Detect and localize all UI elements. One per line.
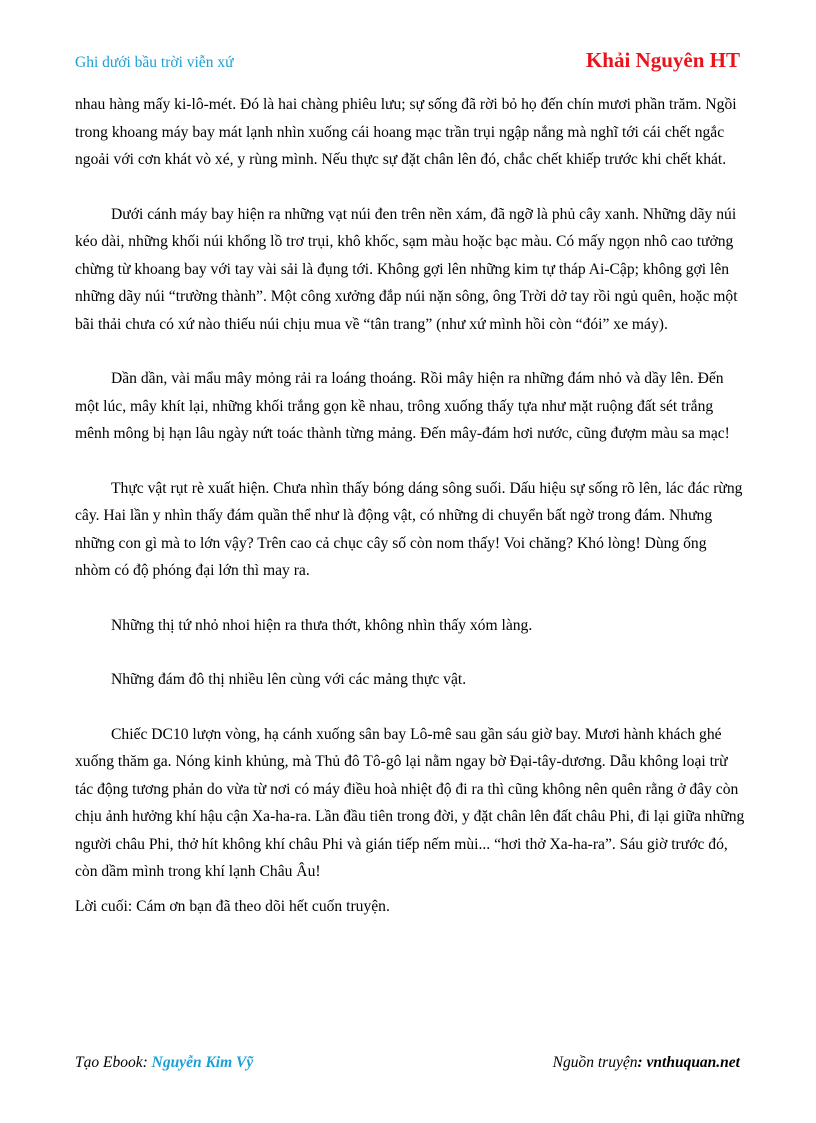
source-separator: :: [637, 1054, 647, 1071]
source-site: vnthuquan.net: [646, 1054, 740, 1071]
paragraph: Những đám đô thị nhiều lên cùng với các mảng thực vật.: [111, 671, 467, 688]
paragraph: Dưới cánh máy bay hiện ra những vạt núi đen trên nền xám, đã ngỡ là phủ cây xanh. Những dãy núi kéo dài, những khối núi khổng lồ trơ trụi, khô khốc, sạm màu hoặc bạc màu. Có mấy ngọn nhô cao tưởng chừng từ khoang bay với tay vài sải là đụng tới. Không gợi lên những kim tự tháp Ai-Cập; không gợi lên những dãy núi “trường thành”. Một công xưởng đắp núi nặn sông, ông Trời dở tay rồi ngủ quên, hoặc một bãi thải chưa có xứ nào thiếu núi chịu mua về “tân trang” (như xứ mình hồi còn “đói” xe máy).: [75, 205, 738, 333]
source-credit: [553, 1054, 740, 1072]
paragraph: Dần dần, vài mẩu mây mỏng rải ra loáng thoáng. Rồi mây hiện ra những đám nhỏ và dầy lên. Đến một lúc, mây khít lại, những khối trắng gọn kề nhau, trông xuống thấy tựa như mặt ruộng đất sét trắng mênh mông bị hạn lâu ngày nứt toác thành từng mảng. Đến mây-đám hơi nước, cũng đượm màu sa mạc!: [75, 370, 730, 442]
paragraph: Thực vật rụt rè xuất hiện. Chưa nhìn thấy bóng dáng sông suối. Dấu hiệu sự sống rõ lên, lác đác rừng cây. Hai lần y nhìn thấy đám quần thể như là động vật, có những di chuyển bất ngờ trong đám. Nhưng những con gì mà to lớn vậy? Trên cao cả chục cây số còn nom thấy! Voi chăng? Khó lòng! Dùng ống nhòm có độ phóng đại lớn thì may ra.: [75, 479, 743, 579]
author-name: Khải Nguyên HT: [585, 48, 740, 72]
page-header: [75, 48, 740, 78]
ebook-credit: [75, 1054, 253, 1072]
page-body: [75, 91, 745, 947]
source-label: Nguồn truyện: [552, 1054, 638, 1071]
page-footer: [75, 1054, 740, 1078]
ebook-author: Nguyễn Kim Vỹ: [151, 1054, 254, 1071]
book-title: Ghi dưới bầu trời viễn xứ: [75, 54, 234, 71]
paragraph: nhau hàng mấy ki-lô-mét. Đó là hai chàng phiêu lưu; sự sống đã rời bỏ họ đến chín mươi phần trăm. Ngồi trong khoang máy bay mát lạnh nhìn xuống cái hoang mạc trần trụi ngập nắng mà nghĩ tới cái chết ngắc ngoải với cơn khát vò xé, y rùng mình. Nếu thực sự đặt chân lên đó, chắc chết khiếp trước khi chết khát.: [75, 96, 737, 168]
ebook-separator: :: [142, 1054, 152, 1071]
paragraph: Những thị tứ nhỏ nhoi hiện ra thưa thớt, không nhìn thấy xóm làng.: [111, 616, 533, 634]
paragraph: Chiếc DC10 lượn vòng, hạ cánh xuống sân bay Lô-mê sau gần sáu giờ bay. Mươi hành khách ghé xuống thăm ga. Nóng kinh khủng, mà Thủ đô Tô-gô lại nằm ngay bờ Đại-tây-dương. Dẫu không loại trừ tác động tương phản do vừa từ nơi có máy điều hoà nhiệt độ đi ra thì cũng không nên quên rằng ở đây còn chịu ảnh hưởng khí hậu cận Xa-ha-ra. Lần đầu tiên trong đời, y đặt chân lên đất châu Phi, đi lại giữa những người châu Phi, thở hít không khí châu Phi và gián tiếp nếm mùi... “hơi thở Xa-ha-ra”. Sáu giờ trước đó, còn dầm mình trong khí lạnh Châu Âu!: [75, 725, 745, 880]
closing-note: Lời cuối: Cám ơn bạn đã theo dõi hết cuốn truyện.: [75, 897, 390, 915]
ebook-label: Tạo Ebook: [75, 1054, 143, 1071]
